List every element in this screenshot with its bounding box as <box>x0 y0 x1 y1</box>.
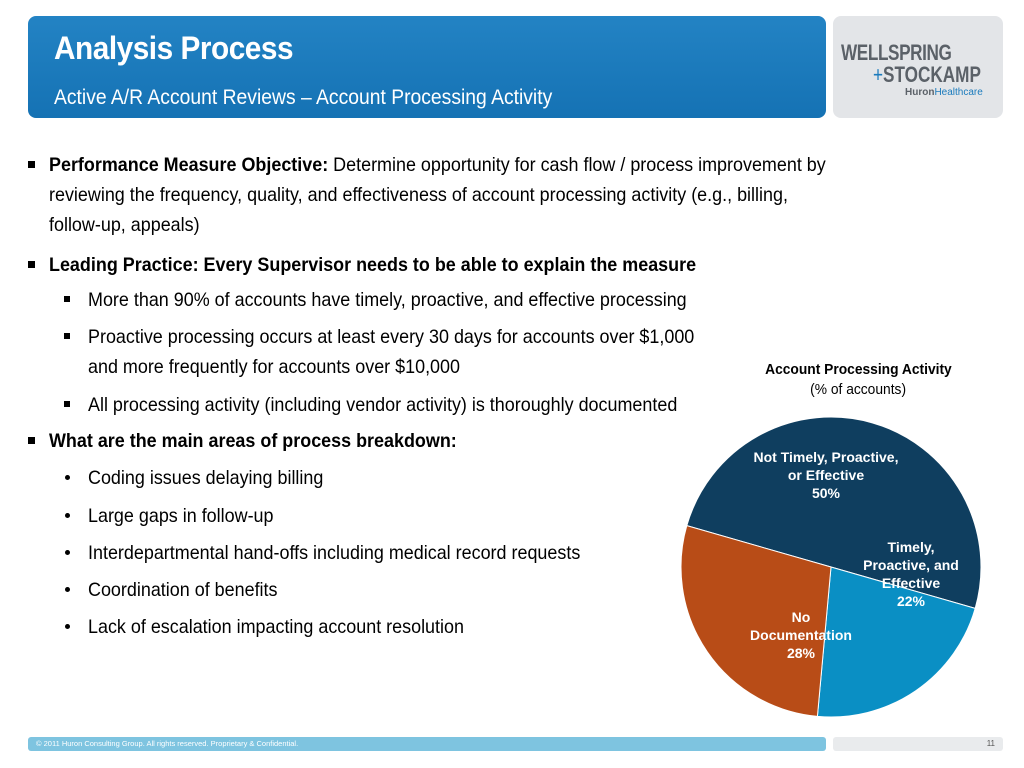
square-bullet-icon <box>28 161 35 168</box>
page-title: Analysis Process <box>54 30 294 66</box>
dot-bullet-icon <box>65 587 70 592</box>
pie-slice-label: Not Timely, Proactive, or Effective 50% <box>753 449 899 501</box>
objective-text-3: follow-up, appeals) <box>49 214 200 236</box>
company-logo <box>833 16 1003 118</box>
dot-bullet-icon <box>65 624 70 629</box>
objective-text-2: reviewing the frequency, quality, and effectiveness of account processing activity (e.g., billing, <box>49 184 788 206</box>
dot-bullet-icon <box>65 475 70 480</box>
page-subtitle: Active A/R Account Reviews – Account Processing Activity <box>54 86 553 109</box>
square-bullet-icon <box>64 401 70 407</box>
breakdown-item-text: Interdepartmental hand-offs including medical record requests <box>88 542 581 564</box>
logo-plus: + <box>873 62 884 87</box>
objective-label: Performance Measure Objective: <box>49 154 329 176</box>
page-number-bar <box>833 737 1003 751</box>
breakdown-item-text: Large gaps in follow-up <box>88 505 274 527</box>
logo-wordmark-stockamp: STOCKAMP <box>883 62 981 87</box>
objective-text-1: Determine opportunity for cash flow / process improvement by <box>333 154 826 176</box>
logo-brand-bold: Huron <box>905 87 935 98</box>
square-bullet-icon <box>64 296 70 302</box>
breakdown-item-text: Coordination of benefits <box>88 579 278 601</box>
square-bullet-icon <box>28 261 35 268</box>
chart-title-text: Account Processing Activity <box>764 361 952 378</box>
logo-brand-rest: Healthcare <box>934 87 983 98</box>
square-bullet-icon <box>28 437 35 444</box>
breakdown-item-text: Lack of escalation impacting account resolution <box>88 616 464 638</box>
chart-title <box>730 360 986 400</box>
dot-bullet-icon <box>65 550 70 555</box>
logo-wordmark-line2 <box>873 62 981 88</box>
square-bullet-icon <box>64 333 70 339</box>
page-number: 11 <box>986 739 995 748</box>
lp-item-text: and more frequently for accounts over $10,000 <box>88 356 460 378</box>
lp-item-text: All processing activity (including vendor activity) is thoroughly documented <box>88 394 678 416</box>
logo-wordmark-line1: WELLSPRING <box>841 40 952 65</box>
chart-subtitle-text: (% of accounts) <box>810 381 906 398</box>
breakdown-heading: What are the main areas of process breakdown: <box>49 430 457 452</box>
pie-slice-label: No Documentation 28% <box>750 609 852 661</box>
lp-item-text: Proactive processing occurs at least every 30 days for accounts over $1,000 <box>88 326 695 348</box>
dot-bullet-icon <box>65 513 70 518</box>
logo-brand <box>905 87 983 98</box>
header-banner <box>28 16 826 118</box>
lp-item-text: More than 90% of accounts have timely, proactive, and effective processing <box>88 289 687 311</box>
pie-chart <box>676 412 986 722</box>
breakdown-item-text: Coding issues delaying billing <box>88 467 324 489</box>
pie-slice-label: Timely, Proactive, and Effective 22% <box>863 539 959 609</box>
copyright-text: © 2011 Huron Consulting Group. All rights reserved. Proprietary & Confidential. <box>36 739 299 748</box>
leading-practice-heading: Leading Practice: Every Supervisor needs to be able to explain the measure <box>49 254 697 276</box>
footer-bar <box>28 737 826 751</box>
